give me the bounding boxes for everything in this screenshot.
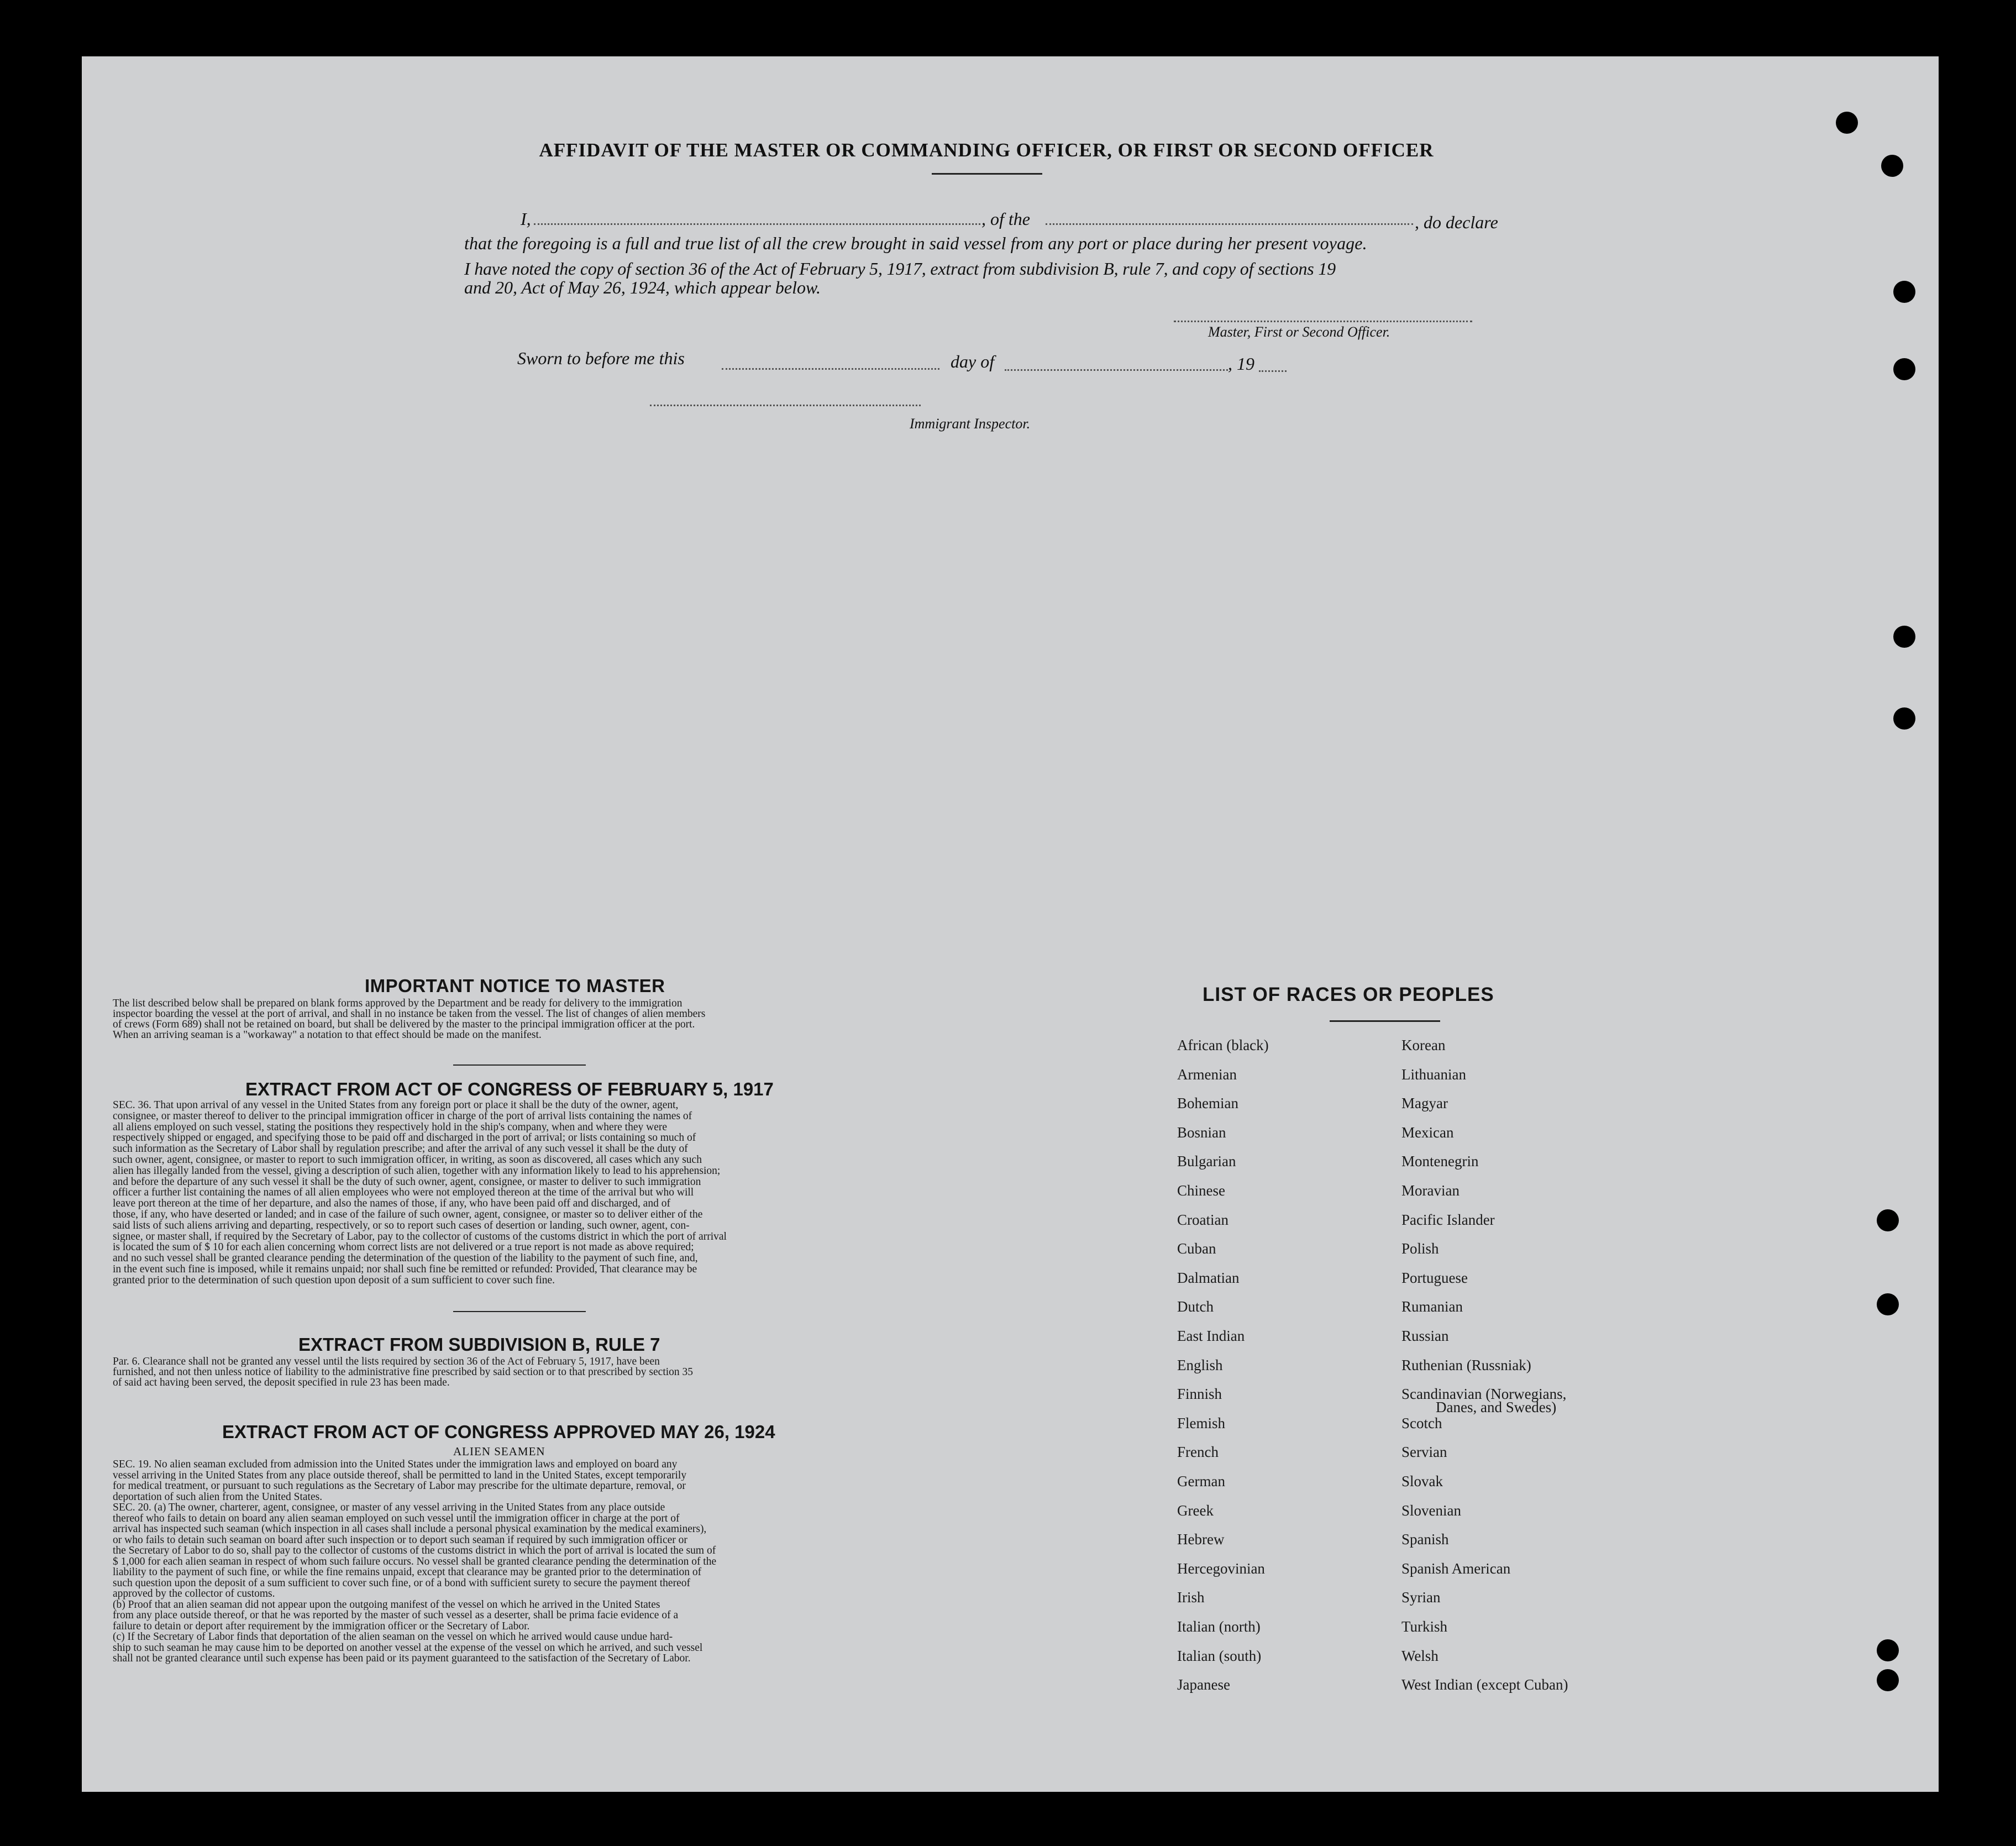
alien-seamen-subtitle: ALIEN SEAMEN <box>453 1445 545 1458</box>
race-item: Montenegrin <box>1401 1153 1479 1170</box>
text-line: granted prior to the determination of such question upon deposit of a sum sufficient to cover such fine. <box>113 1275 555 1286</box>
extract-1917-title: EXTRACT FROM ACT OF CONGRESS OF FEBRUARY 5, 1917 <box>245 1079 774 1099</box>
punch-hole <box>1877 1669 1899 1691</box>
text-line: When an arriving seaman is a "workaway" a notation to that effect should be made on the manifest. <box>113 1030 542 1040</box>
text-line: such information as the Secretary of Labor shall by regulation prescribe; and after the arrival of any such vessel it shall be the duty of <box>113 1144 688 1155</box>
race-item: Russian <box>1401 1328 1449 1344</box>
section-divider <box>453 1064 586 1066</box>
race-item: Cuban <box>1177 1240 1216 1257</box>
text-line: $ 1,000 for each alien seaman in respect of whom such failure occurs. No vessel shall be granted clearance pending the determination of the <box>113 1556 717 1567</box>
race-item: Polish <box>1401 1240 1439 1257</box>
race-item: Bulgarian <box>1177 1153 1236 1170</box>
extract-1917-body <box>113 1100 920 1286</box>
race-item: Finnish <box>1177 1386 1222 1403</box>
text-line: and before the departure of any such vessel it shall be the duty of such owner, agent, consignee, or master to deliver to such immigration <box>113 1176 701 1188</box>
text-line: alien has illegally landed from the vessel, giving a description of such alien, together with any information likely to lead to his apprehension; <box>113 1165 721 1177</box>
sworn-text: Sworn to before me this <box>517 348 685 368</box>
text-line: deportation of such alien from the United States. <box>113 1491 323 1502</box>
punch-hole <box>1877 1293 1899 1315</box>
race-item: West Indian (except Cuban) <box>1401 1676 1568 1693</box>
race-item: Bosnian <box>1177 1124 1226 1141</box>
text-line: The list described below shall be prepared on blank forms approved by the Department and be ready for delivery to the immigration <box>113 998 683 1009</box>
extract-rule7-title: EXTRACT FROM SUBDIVISION B, RULE 7 <box>298 1334 660 1355</box>
race-item: Dutch <box>1177 1298 1214 1315</box>
race-item: Italian (north) <box>1177 1618 1261 1635</box>
race-item: Hercegovinian <box>1177 1560 1265 1577</box>
extract-1924-body <box>113 1459 920 1664</box>
year-blank[interactable] <box>1259 370 1287 372</box>
text-line: SEC. 36. That upon arrival of any vessel in the United States from any foreign port or place it shall be the duty of the owner, agent, <box>113 1100 679 1111</box>
section-divider <box>453 1311 586 1312</box>
text-line: inspector boarding the vessel at the port of arrival, and shall in no instance be taken from the vessel. The list of changes of alien members <box>113 1009 706 1019</box>
race-item: Scotch <box>1401 1414 1442 1431</box>
extract-1924-title: EXTRACT FROM ACT OF CONGRESS APPROVED MAY 26, 1924 <box>222 1422 775 1442</box>
title-divider <box>932 173 1042 175</box>
text-line: such owner, agent, consignee, or master to report to such immigration officer, in writing, as soon as discovered, all cases which any such <box>113 1154 702 1166</box>
punch-hole <box>1893 358 1915 380</box>
text-line: (b) Proof that an alien seaman did not appear upon the outgoing manifest of the vessel on which he arrived in the United States <box>113 1599 660 1610</box>
text-line: the Secretary of Labor to do so, shall pay to the collector of customs of the customs district in which the port of arrival is located the sum of <box>113 1545 716 1556</box>
race-item: Moravian <box>1401 1182 1460 1199</box>
signature-blank[interactable] <box>1174 321 1472 322</box>
affidavit-do-declare: , do declare <box>1415 212 1498 232</box>
punch-hole <box>1881 155 1903 177</box>
text-line: arrival has inspected such seaman (which inspection in all cases shall include a personal physical examination by the medical examiners), <box>113 1524 707 1535</box>
race-item: East Indian <box>1177 1328 1245 1344</box>
race-item: Bohemian <box>1177 1095 1238 1112</box>
race-item: Slovak <box>1401 1473 1443 1490</box>
affidavit-line3: I have noted the copy of section 36 of the Act of February 5, 1917, extract from subdivision B, rule 7, and copy of sections 19 <box>464 259 1336 279</box>
text-line: signee, or master shall, if required by the Secretary of Labor, pay to the collector of customs of the customs district in which the port of arrival <box>113 1231 727 1242</box>
affidavit-i: I, <box>521 209 531 229</box>
affidavit-of-the: , of the <box>981 209 1030 229</box>
text-line: is located the sum of $ 10 for each alien concerning whom correct lists are not delivered or a true report is not made as above required; <box>113 1242 694 1254</box>
race-item: Dalmatian <box>1177 1269 1240 1286</box>
race-item: German <box>1177 1473 1225 1490</box>
race-item: Portuguese <box>1401 1269 1468 1286</box>
race-item: Spanish American <box>1401 1560 1511 1577</box>
text-line: leave port thereon at the time of her departure, and also the names of those, if any, who have been paid off and discharged, and of <box>113 1198 670 1209</box>
race-item: Croatian <box>1177 1211 1229 1228</box>
notice-body <box>113 998 920 1040</box>
text-line: from any place outside thereof, or that he was reported by the master of such vessel as a deserter, shall be prima facie evidence of a <box>113 1610 679 1621</box>
race-item: Mexican <box>1401 1124 1454 1141</box>
punch-hole <box>1877 1639 1899 1661</box>
race-item-continuation: Danes, and Swedes) <box>1436 1399 1557 1416</box>
race-item: Italian (south) <box>1177 1647 1262 1664</box>
sworn-day-blank[interactable] <box>722 368 939 370</box>
punch-hole <box>1877 1209 1899 1231</box>
race-item: Pacific Islander <box>1401 1211 1495 1228</box>
text-line: said lists of such aliens arriving and departing, respectively, or so to report such cases of desertion or landing, such owner, agent, con- <box>113 1220 690 1231</box>
text-line: furnished, and not then unless notice of liability to the administrative fine prescribed by said section or to that prescribed by section 35 <box>113 1367 694 1377</box>
affidavit-line4: and 20, Act of May 26, 1924, which appear below. <box>464 277 821 297</box>
text-line: Par. 6. Clearance shall not be granted any vessel until the lists required by section 36 of the Act of February 5, 1917, have been <box>113 1356 660 1367</box>
race-item: Irish <box>1177 1589 1205 1606</box>
notice-title: IMPORTANT NOTICE TO MASTER <box>365 976 665 996</box>
punch-hole <box>1893 626 1915 648</box>
race-item: Welsh <box>1401 1647 1439 1664</box>
year-text: , 19 <box>1228 354 1254 374</box>
text-line: respectively shipped or engaged, and specifying those to be paid off and discharged in the port of arrival; or lists containing so much of <box>113 1132 696 1144</box>
race-item: Magyar <box>1401 1095 1448 1112</box>
race-item: Flemish <box>1177 1414 1226 1431</box>
race-item: French <box>1177 1444 1219 1461</box>
race-item: Armenian <box>1177 1066 1237 1083</box>
race-item: Servian <box>1401 1444 1447 1461</box>
text-line: liability to the payment of such fine, or while the fine remains unpaid, except that clearance may be granted prior to the determination of <box>113 1567 702 1578</box>
race-item: Korean <box>1401 1037 1446 1053</box>
affidavit-line2: that the foregoing is a full and true list of all the crew brought in said vessel from any port or place during her present voyage. <box>464 233 1367 253</box>
inspector-blank[interactable] <box>650 405 921 406</box>
race-item: Rumanian <box>1401 1298 1463 1315</box>
race-item: Hebrew <box>1177 1531 1225 1548</box>
race-item: English <box>1177 1356 1223 1373</box>
affidavit-title: AFFIDAVIT OF THE MASTER OR COMMANDING OFFICER, OR FIRST OR SECOND OFFICER <box>539 139 1434 161</box>
race-item: Chinese <box>1177 1182 1225 1199</box>
text-line: vessel arriving in the United States from any place outside thereof, shall be permitted to land in the United States, except temporarily <box>113 1470 687 1481</box>
races-divider <box>1330 1020 1440 1022</box>
race-item: Turkish <box>1401 1618 1448 1635</box>
text-line: for medical treatment, or pursuant to such regulations as the Secretary of Labor may prescribe for the ultimate departure, removal, or <box>113 1481 686 1492</box>
text-line: approved by the collector of customs. <box>113 1588 275 1599</box>
race-item: Greek <box>1177 1502 1214 1519</box>
text-line: SEC. 20. (a) The owner, charterer, agent, consignee, or master of any vessel arriving in the United States from any place outside <box>113 1502 665 1513</box>
text-line: all aliens employed on such vessel, stating the positions they respectively hold in the ship's company, when and where they were <box>113 1121 668 1133</box>
text-line: of said act having been served, the deposit specified in rule 23 has been made. <box>113 1377 450 1388</box>
text-line: SEC. 19. No alien seaman excluded from admission into the United States under the immigration laws and employed on board any <box>113 1459 678 1470</box>
vessel-blank[interactable] <box>1046 223 1413 225</box>
race-item: Japanese <box>1177 1676 1230 1693</box>
race-item: Slovenian <box>1401 1502 1461 1519</box>
text-line: ship to such seaman he may cause him to be deported on another vessel at the expense of the vessel on which he arrived, and such vessel <box>113 1642 703 1653</box>
signature-caption: Master, First or Second Officer. <box>1208 324 1390 340</box>
text-line: shall not be granted clearance until such expense has been paid or its payment guaranteed to the satisfaction of the Secretary of Labor. <box>113 1653 691 1664</box>
text-line: thereof who fails to detain on board any alien seaman employed on such vessel until the immigration officer in charge at the port of <box>113 1513 680 1524</box>
text-line: or who fails to detain such seaman on board after such inspection or to deport such seaman if required by such immigration officer or <box>113 1534 687 1545</box>
inspector-caption: Immigrant Inspector. <box>910 416 1031 432</box>
extract-rule7-body <box>113 1356 920 1388</box>
sworn-month-blank[interactable] <box>1005 369 1228 371</box>
punch-hole <box>1893 281 1915 303</box>
text-line: failure to detain or deport after requirement by the immigration officer or the Secretary of Labor. <box>113 1621 530 1632</box>
name-blank[interactable] <box>534 223 980 225</box>
race-item: Spanish <box>1401 1531 1449 1548</box>
text-line: and no such vessel shall be granted clearance pending the determination of the question of the liability to the payment of such fine, and, <box>113 1253 698 1264</box>
race-item: Syrian <box>1401 1589 1441 1606</box>
text-line: consignee, or master thereof to deliver to the principal immigration officer in charge of the port of arrival lists containing the names of <box>113 1110 692 1122</box>
text-line: officer a further list containing the names of all alien employees who were not employed thereon at the time of the arrival but who will <box>113 1187 694 1199</box>
punch-hole <box>1893 707 1915 730</box>
race-item: African (black) <box>1177 1037 1269 1053</box>
text-line: those, if any, who have deserted or landed; and in case of the failure of such owner, agent, consignee, or master so to deliver either of the <box>113 1209 703 1220</box>
race-item: Scandinavian (Norwegians, <box>1401 1386 1567 1403</box>
text-line: such question upon the deposit of a sum sufficient to cover such fine, or of a bond with sufficient surety to secure the payment thereof <box>113 1577 690 1588</box>
race-item: Lithuanian <box>1401 1066 1466 1083</box>
race-item: Ruthenian (Russniak) <box>1401 1356 1531 1373</box>
races-title: LIST OF RACES OR PEOPLES <box>1203 984 1494 1005</box>
day-of-text: day of <box>951 352 995 371</box>
text-line: (c) If the Secretary of Labor finds that deportation of the alien seaman on the vessel on which he arrived would cause undue hard- <box>113 1632 673 1643</box>
text-line: in the event such fine is imposed, while it remains unpaid; nor shall such fine be remitted or refunded: Provided, That clearance may be <box>113 1263 697 1275</box>
text-line: of crews (Form 689) shall not be retained on board, but shall be delivered by the master to the principal immigration officer at the port. <box>113 1019 695 1030</box>
punch-hole <box>1836 112 1858 134</box>
